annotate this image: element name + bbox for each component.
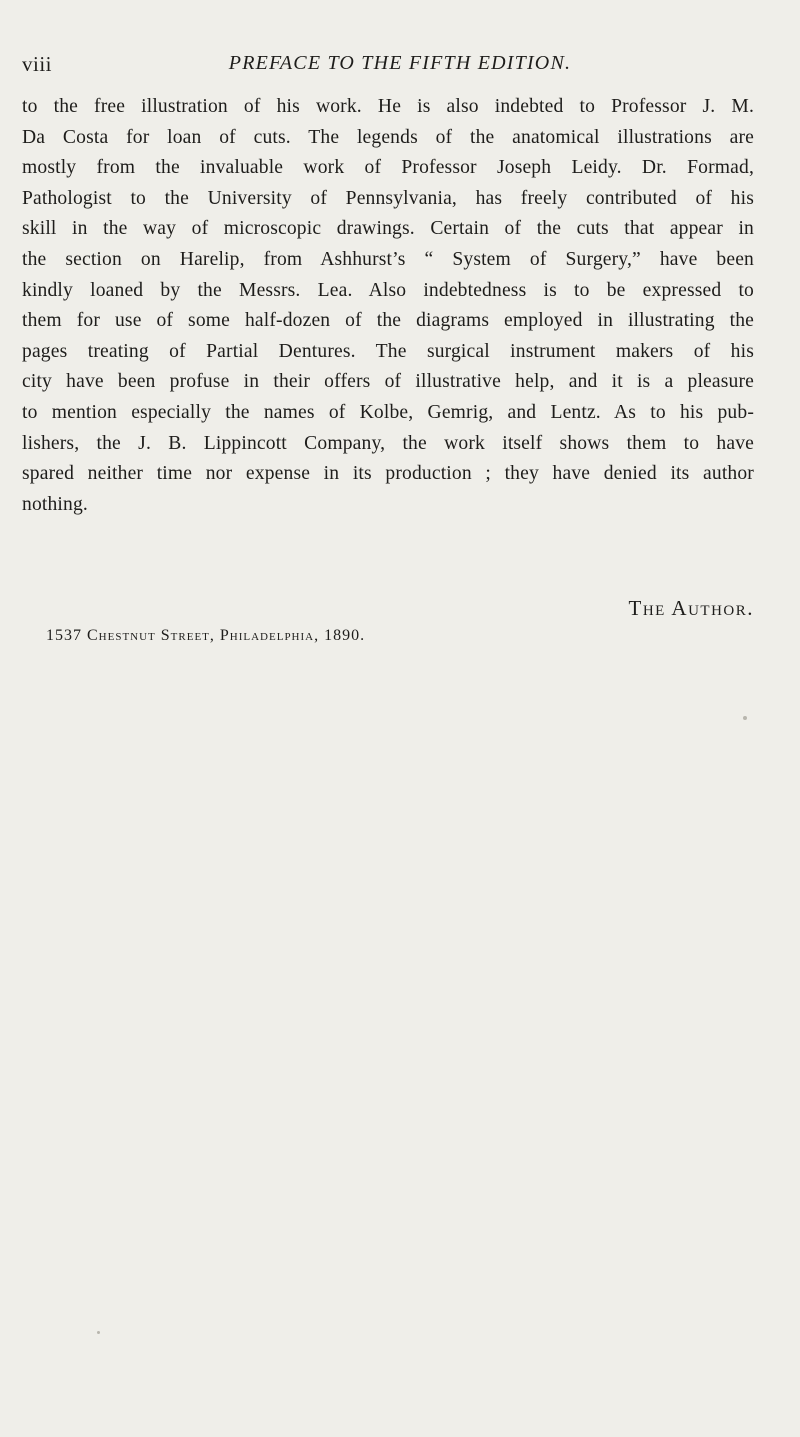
page-header: [22, 52, 778, 82]
author-signature: The Author.: [628, 596, 754, 620]
paper-speck: [97, 1331, 100, 1334]
text-line: nothing.: [22, 493, 88, 515]
text-line: the section on Harelip, from Ashhurst’s “ System of Surgery,” have been: [22, 248, 754, 270]
text-line: to mention especially the names of Kolbe, Gemrig, and Lentz. As to his pub-: [22, 401, 754, 423]
text-line: to the free illustration of his work. He is also indebted to Professor J. M.: [22, 96, 754, 117]
address-line: 1537 Chestnut Street, Philadelphia, 1890.: [46, 627, 366, 644]
text-line: mostly from the invaluable work of Professor Joseph Leidy. Dr. Formad,: [22, 157, 754, 179]
preface-body: [22, 92, 754, 520]
text-line: lishers, the J. B. Lippincott Company, the work itself shows them to have: [22, 432, 754, 454]
text-line: Da Costa for loan of cuts. The legends of the anatomical illustrations are: [22, 126, 754, 148]
text-line: city have been profuse in their offers of illustrative help, and it is a pleasure: [22, 371, 754, 393]
running-head: PREFACE TO THE FIFTH EDITION.: [228, 52, 572, 74]
text-line: pages treating of Partial Dentures. The surgical instrument makers of his: [22, 340, 754, 362]
text-line: Pathologist to the University of Pennsylvania, has freely contributed of his: [22, 187, 754, 209]
page-number: viii: [22, 52, 53, 76]
text-line: them for use of some half-dozen of the diagrams employed in illustrating the: [22, 310, 754, 332]
text-line: skill in the way of microscopic drawings. Certain of the cuts that appear in: [22, 218, 754, 240]
text-line: kindly loaned by the Messrs. Lea. Also indebtedness is to be expressed to: [22, 279, 754, 301]
text-line: spared neither time nor expense in its production ; they have denied its author: [22, 463, 754, 485]
paper-speck: [743, 716, 747, 720]
